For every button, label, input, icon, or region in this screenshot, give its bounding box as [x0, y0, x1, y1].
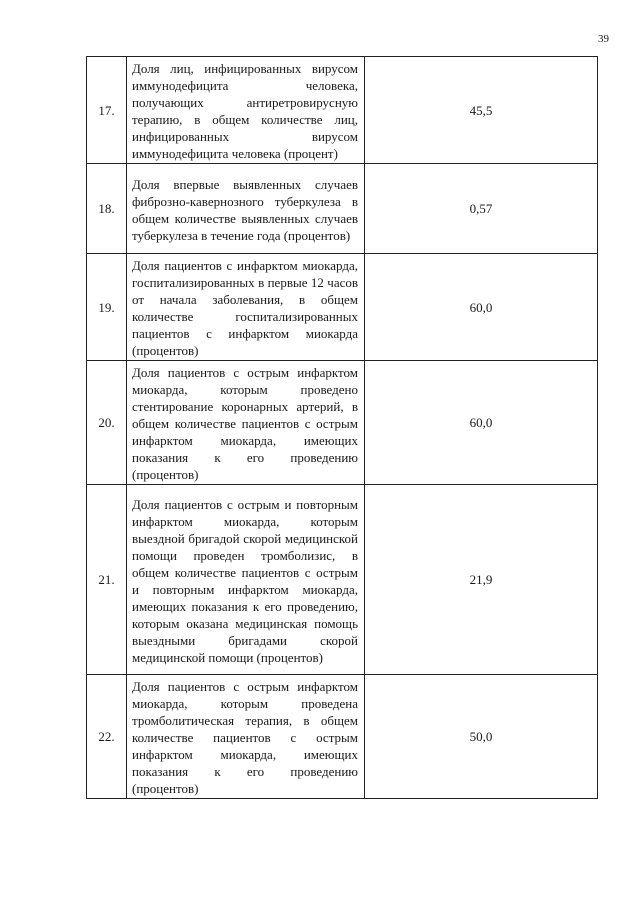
table-row	[87, 164, 598, 254]
indicator-description: Доля пациентов с острым и повторным инфарктом миокарда, которым выездной бригадой скорой медицинской помощи проведен тромболизис, в общем количестве пациентов с острым и повторным инфарктом миокарда, имеющих показания к его проведению, которым оказана медицинская помощь выездными бригадами скорой медицинской помощи (процентов)	[127, 485, 365, 675]
indicator-value: 45,5	[365, 57, 598, 164]
indicator-description: Доля лиц, инфицированных вирусом иммунодефицита человека, получающих антиретровирусную терапию, в общем количестве лиц, инфицированных вирусом иммунодефицита человека (процент)	[127, 57, 365, 164]
row-number: 19.	[87, 254, 127, 361]
indicator-description: Доля впервые выявленных случаев фиброзно-кавернозного туберкулеза в общем количестве выявленных случаев туберкулеза в течение года (процентов)	[127, 164, 365, 254]
indicators-table	[86, 56, 598, 799]
table-row	[87, 675, 598, 799]
row-number: 18.	[87, 164, 127, 254]
indicator-value: 0,57	[365, 164, 598, 254]
indicator-value: 21,9	[365, 485, 598, 675]
page-number: 39	[598, 33, 609, 45]
indicator-value: 60,0	[365, 254, 598, 361]
row-number: 17.	[87, 57, 127, 164]
table-row	[87, 361, 598, 485]
row-number: 20.	[87, 361, 127, 485]
indicators-table-body	[87, 57, 598, 799]
indicator-description: Доля пациентов с инфарктом миокарда, госпитализированных в первые 12 часов от начала заболевания, в общем количестве госпитализированных пациентов с инфарктом миокарда (процентов)	[127, 254, 365, 361]
indicator-value: 60,0	[365, 361, 598, 485]
table-row	[87, 254, 598, 361]
table-row	[87, 485, 598, 675]
indicator-description: Доля пациентов с острым инфарктом миокарда, которым проведено стентирование коронарных артерий, в общем количестве пациентов с острым инфарктом миокарда, имеющих показания к его проведению (процентов)	[127, 361, 365, 485]
indicator-description: Доля пациентов с острым инфарктом миокарда, которым проведена тромболитическая терапия, в общем количестве пациентов с острым инфарктом миокарда, имеющих показания к его проведению (процентов)	[127, 675, 365, 799]
indicator-value: 50,0	[365, 675, 598, 799]
table-row	[87, 57, 598, 164]
row-number: 22.	[87, 675, 127, 799]
row-number: 21.	[87, 485, 127, 675]
